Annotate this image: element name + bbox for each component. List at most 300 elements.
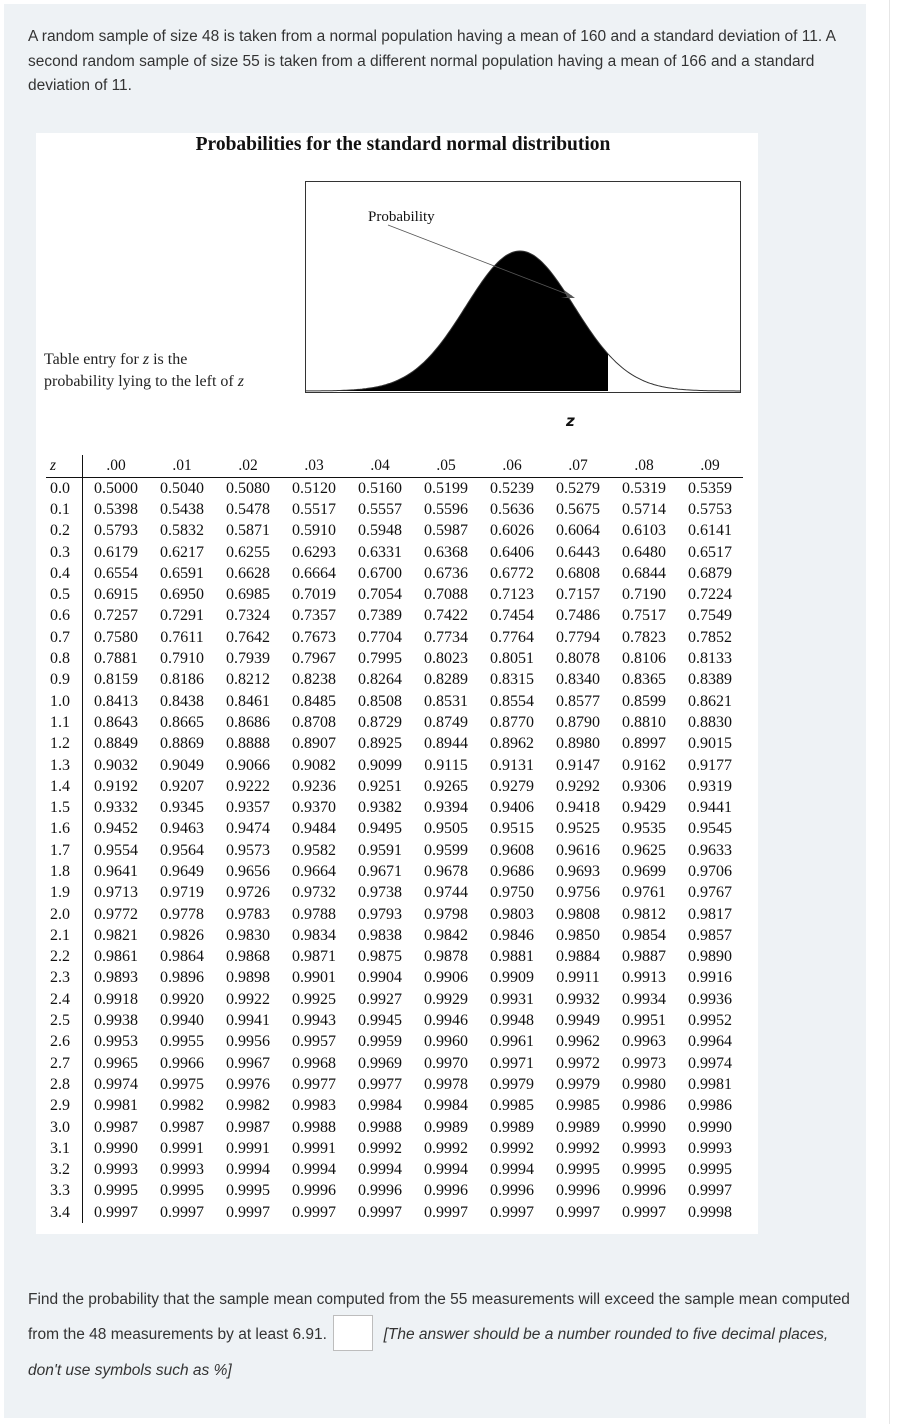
z-value-cell: 0.3	[46, 542, 83, 563]
probability-cell: 0.9987	[226, 1118, 270, 1136]
probability-cell: 0.9925	[292, 990, 336, 1008]
probability-cell: 0.6331	[358, 543, 402, 561]
probability-cell: 0.9948	[490, 1012, 534, 1030]
probability-cell: 0.9192	[94, 777, 138, 795]
probability-cell: 0.9963	[622, 1033, 666, 1051]
table-row	[46, 521, 743, 542]
probability-cell: 0.9993	[688, 1139, 732, 1157]
probability-cell: 0.9966	[160, 1054, 204, 1072]
z-value-cell: 1.9	[46, 883, 83, 904]
probability-cell: 0.9830	[226, 926, 270, 944]
probability-cell: 0.5517	[292, 500, 336, 518]
probability-cell: 0.9934	[622, 990, 666, 1008]
probability-cell: 0.9564	[160, 841, 204, 859]
probability-cell: 0.9994	[358, 1161, 402, 1179]
probability-cell: 0.9778	[160, 905, 204, 923]
probability-cell: 0.5000	[94, 479, 138, 497]
probability-cell: 0.9990	[622, 1118, 666, 1136]
probability-cell: 0.9898	[226, 969, 270, 987]
table-row	[46, 542, 743, 563]
table-row	[46, 819, 743, 840]
probability-cell: 0.9756	[556, 884, 600, 902]
probability-cell: 0.7291	[160, 607, 204, 625]
probability-cell: 0.9162	[622, 756, 666, 774]
probability-cell: 0.9429	[622, 799, 666, 817]
z-value-cell: 0.8	[46, 648, 83, 669]
probability-cell: 0.9991	[292, 1139, 336, 1157]
probability-cell: 0.9279	[490, 777, 534, 795]
probability-cell: 0.9222	[226, 777, 270, 795]
table-row	[46, 925, 743, 946]
probability-cell: 0.9979	[556, 1075, 600, 1093]
probability-cell: 0.9970	[424, 1054, 468, 1072]
table-row	[46, 1074, 743, 1095]
probability-cell: 0.9292	[556, 777, 600, 795]
probability-cell: 0.9938	[94, 1012, 138, 1030]
probability-cell: 0.9997	[424, 1203, 468, 1221]
probability-cell: 0.6480	[622, 543, 666, 561]
probability-cell: 0.9998	[688, 1203, 732, 1221]
probability-cell: 0.9997	[688, 1182, 732, 1200]
probability-cell: 0.8461	[226, 692, 270, 710]
probability-cell: 0.9817	[688, 905, 732, 923]
probability-cell: 0.9989	[490, 1118, 534, 1136]
probability-cell: 0.9918	[94, 990, 138, 1008]
probability-cell: 0.9990	[94, 1139, 138, 1157]
probability-cell: 0.9974	[688, 1054, 732, 1072]
table-row	[46, 1010, 743, 1031]
probability-cell: 0.9901	[292, 969, 336, 987]
probability-cell: 0.9896	[160, 969, 204, 987]
probability-cell: 0.8749	[424, 713, 468, 731]
table-row	[46, 840, 743, 861]
probability-cell: 0.8106	[622, 650, 666, 668]
table-row	[46, 563, 743, 584]
probability-cell: 0.9884	[556, 948, 600, 966]
probability-cell: 0.9909	[490, 969, 534, 987]
probability-cell: 0.9535	[622, 820, 666, 838]
probability-cell: 0.5279	[556, 479, 600, 497]
probability-cell: 0.9474	[226, 820, 270, 838]
probability-cell: 0.9463	[160, 820, 204, 838]
probability-cell: 0.9992	[490, 1139, 534, 1157]
probability-cell: 0.9793	[358, 905, 402, 923]
probability-cell: 0.9608	[490, 841, 534, 859]
column-header: .09	[677, 455, 743, 478]
probability-cell: 0.9976	[226, 1075, 270, 1093]
probability-cell: 0.6217	[160, 543, 204, 561]
table-row	[46, 1138, 743, 1159]
probability-cell: 0.9656	[226, 862, 270, 880]
probability-cell: 0.5199	[424, 479, 468, 497]
probability-cell: 0.9983	[292, 1097, 336, 1115]
z-value-cell: 0.9	[46, 670, 83, 691]
table-row	[46, 861, 743, 882]
probability-cell: 0.8962	[490, 735, 534, 753]
probability-cell: 0.6772	[490, 564, 534, 582]
column-header: .05	[413, 455, 479, 478]
probability-cell: 0.9993	[160, 1161, 204, 1179]
table-row	[46, 947, 743, 968]
probability-cell: 0.7019	[292, 586, 336, 604]
probability-cell: 0.5910	[292, 522, 336, 540]
probability-cell: 0.5636	[490, 500, 534, 518]
table-body	[46, 478, 743, 1224]
probability-cell: 0.9452	[94, 820, 138, 838]
z-value-cell: 0.1	[46, 499, 83, 520]
probability-cell: 0.9922	[226, 990, 270, 1008]
probability-cell: 0.9945	[358, 1012, 402, 1030]
probability-cell: 0.7611	[160, 628, 204, 646]
probability-cell: 0.8438	[160, 692, 204, 710]
probability-cell: 0.6406	[490, 543, 534, 561]
probability-cell: 0.9995	[226, 1182, 270, 1200]
probability-cell: 0.9177	[688, 756, 732, 774]
z-value-cell: 0.4	[46, 563, 83, 584]
z-value-cell: 0.6	[46, 606, 83, 627]
probability-cell: 0.7910	[160, 650, 204, 668]
probability-cell: 0.7486	[556, 607, 600, 625]
z-value-cell: 3.1	[46, 1138, 83, 1159]
probability-cell: 0.7190	[622, 586, 666, 604]
probability-cell: 0.9987	[160, 1118, 204, 1136]
probability-cell: 0.8133	[688, 650, 732, 668]
probability-cell: 0.6664	[292, 564, 336, 582]
probability-cell: 0.9994	[226, 1161, 270, 1179]
probability-cell: 0.9713	[94, 884, 138, 902]
probability-cell: 0.9484	[292, 820, 336, 838]
probability-cell: 0.8944	[424, 735, 468, 753]
probability-cell: 0.5714	[622, 500, 666, 518]
probability-cell: 0.9952	[688, 1012, 732, 1030]
probability-cell: 0.7881	[94, 650, 138, 668]
probability-cell: 0.7939	[226, 650, 270, 668]
probability-cell: 0.9066	[226, 756, 270, 774]
z-value-cell: 3.2	[46, 1160, 83, 1181]
column-header: .04	[347, 455, 413, 478]
probability-cell: 0.9962	[556, 1033, 600, 1051]
z-value-cell: 1.0	[46, 691, 83, 712]
table-row	[46, 883, 743, 904]
probability-cell: 0.9864	[160, 948, 204, 966]
probability-cell: 0.8577	[556, 692, 600, 710]
probability-cell: 0.8686	[226, 713, 270, 731]
probability-cell: 0.6026	[490, 522, 534, 540]
table-row	[46, 797, 743, 818]
probability-cell: 0.9994	[424, 1161, 468, 1179]
probability-cell: 0.9979	[490, 1075, 534, 1093]
figure-caption: Table entry for z is the probability lying to the left of z	[44, 351, 244, 390]
probability-cell: 0.9997	[226, 1203, 270, 1221]
probability-cell: 0.7580	[94, 628, 138, 646]
z-value-cell: 1.4	[46, 776, 83, 797]
probability-cell: 0.5557	[358, 500, 402, 518]
probability-cell: 0.8485	[292, 692, 336, 710]
probability-cell: 0.6844	[622, 564, 666, 582]
probability-cell: 0.8643	[94, 713, 138, 731]
probability-cell: 0.9812	[622, 905, 666, 923]
probability-cell: 0.9573	[226, 841, 270, 859]
question-text: Find the probability that the sample mean computed from the 55 measurements will exceed the sample mean computed from the 48 measurements by at least 6.91.	[28, 1291, 850, 1344]
probability-cell: 0.9929	[424, 990, 468, 1008]
probability-cell: 0.9887	[622, 948, 666, 966]
probability-cell: 0.7357	[292, 607, 336, 625]
probability-cell: 0.9969	[358, 1054, 402, 1072]
probability-cell: 0.9984	[424, 1097, 468, 1115]
probability-cell: 0.9996	[490, 1182, 534, 1200]
probability-cell: 0.9981	[94, 1097, 138, 1115]
probability-cell: 0.9671	[358, 862, 402, 880]
probability-cell: 0.6293	[292, 543, 336, 561]
probability-cell: 0.9992	[424, 1139, 468, 1157]
probability-cell: 0.9599	[424, 841, 468, 859]
probability-cell: 0.9992	[358, 1139, 402, 1157]
probability-cell: 0.9964	[688, 1033, 732, 1051]
probability-cell: 0.9996	[556, 1182, 600, 1200]
probability-cell: 0.9977	[292, 1075, 336, 1093]
probability-cell: 0.8315	[490, 671, 534, 689]
figure-title: Probabilities for the standard normal distribution	[195, 134, 611, 155]
probability-cell: 0.9972	[556, 1054, 600, 1072]
column-header: .01	[149, 455, 215, 478]
probability-cell: 0.9985	[556, 1097, 600, 1115]
probability-cell: 0.9861	[94, 948, 138, 966]
probability-cell: 0.9854	[622, 926, 666, 944]
probability-cell: 0.8238	[292, 671, 336, 689]
question-prompt	[28, 1282, 858, 1388]
table-row	[46, 755, 743, 776]
z-value-cell: 2.6	[46, 1032, 83, 1053]
z-value-cell: 3.0	[46, 1117, 83, 1138]
probability-cell: 0.9993	[622, 1139, 666, 1157]
probability-cell: 0.6554	[94, 564, 138, 582]
probability-cell: 0.9995	[160, 1182, 204, 1200]
probability-cell: 0.5398	[94, 500, 138, 518]
z-value-cell: 2.1	[46, 925, 83, 946]
table-row	[46, 734, 743, 755]
probability-cell: 0.7734	[424, 628, 468, 646]
probability-cell: 0.9878	[424, 948, 468, 966]
probability-cell: 0.9761	[622, 884, 666, 902]
probability-cell: 0.5438	[160, 500, 204, 518]
probability-cell: 0.8212	[226, 671, 270, 689]
normal-curve-diagram	[305, 181, 741, 393]
probability-cell: 0.9115	[424, 756, 468, 774]
probability-cell: 0.9798	[424, 905, 468, 923]
probability-cell: 0.9049	[160, 756, 204, 774]
probability-cell: 0.8051	[490, 650, 534, 668]
probability-cell: 0.9591	[358, 841, 402, 859]
probability-cell: 0.9306	[622, 777, 666, 795]
probability-cell: 0.9916	[688, 969, 732, 987]
probability-cell: 0.7088	[424, 586, 468, 604]
probability-cell: 0.8621	[688, 692, 732, 710]
probability-cell: 0.6064	[556, 522, 600, 540]
probability-cell: 0.9767	[688, 884, 732, 902]
z-value-cell: 3.3	[46, 1181, 83, 1202]
probability-cell: 0.9726	[226, 884, 270, 902]
probability-cell: 0.9953	[94, 1033, 138, 1051]
probability-cell: 0.9987	[94, 1118, 138, 1136]
probability-cell: 0.8078	[556, 650, 600, 668]
probability-cell: 0.9988	[358, 1118, 402, 1136]
probability-cell: 0.9370	[292, 799, 336, 817]
probability-cell: 0.9996	[292, 1182, 336, 1200]
probability-cell: 0.9989	[556, 1118, 600, 1136]
probability-cell: 0.9996	[424, 1182, 468, 1200]
probability-cell: 0.8790	[556, 713, 600, 731]
probability-cell: 0.7794	[556, 628, 600, 646]
probability-cell: 0.7257	[94, 607, 138, 625]
probability-cell: 0.9693	[556, 862, 600, 880]
probability-cell: 0.7517	[622, 607, 666, 625]
probability-cell: 0.8997	[622, 735, 666, 753]
probability-cell: 0.9996	[358, 1182, 402, 1200]
table-row	[46, 1096, 743, 1117]
probability-cell: 0.7823	[622, 628, 666, 646]
probability-cell: 0.9988	[292, 1118, 336, 1136]
probability-cell: 0.9783	[226, 905, 270, 923]
probability-cell: 0.9993	[94, 1161, 138, 1179]
probability-cell: 0.9955	[160, 1033, 204, 1051]
table-row	[46, 627, 743, 648]
probability-cell: 0.9032	[94, 756, 138, 774]
table-row	[46, 904, 743, 925]
probability-cell: 0.9951	[622, 1012, 666, 1030]
probability-cell: 0.7549	[688, 607, 732, 625]
page-divider	[889, 0, 890, 1424]
probability-cell: 0.9980	[622, 1075, 666, 1093]
probability-cell: 0.9505	[424, 820, 468, 838]
probability-cell: 0.7123	[490, 586, 534, 604]
probability-cell: 0.8413	[94, 692, 138, 710]
probability-cell: 0.9750	[490, 884, 534, 902]
probability-cell: 0.9099	[358, 756, 402, 774]
z-value-cell: 1.3	[46, 755, 83, 776]
probability-cell: 0.9960	[424, 1033, 468, 1051]
table-header-row	[46, 455, 743, 478]
table-row	[46, 499, 743, 520]
probability-cell: 0.9319	[688, 777, 732, 795]
probability-cell: 0.8264	[358, 671, 402, 689]
probability-cell: 0.9857	[688, 926, 732, 944]
probability-cell: 0.5040	[160, 479, 204, 497]
probability-cell: 0.6700	[358, 564, 402, 582]
probability-cell: 0.9986	[688, 1097, 732, 1115]
probability-cell: 0.9995	[94, 1182, 138, 1200]
probability-cell: 0.9932	[556, 990, 600, 1008]
probability-cell: 0.9649	[160, 862, 204, 880]
probability-cell: 0.5478	[226, 500, 270, 518]
probability-cell: 0.9664	[292, 862, 336, 880]
table-row	[46, 1181, 743, 1202]
probability-cell: 0.9956	[226, 1033, 270, 1051]
probability-cell: 0.8925	[358, 735, 402, 753]
probability-cell: 0.8729	[358, 713, 402, 731]
probability-cell: 0.8389	[688, 671, 732, 689]
z-value-cell: 1.1	[46, 712, 83, 733]
z-value-cell: 0.0	[46, 478, 83, 500]
probability-cell: 0.9997	[622, 1203, 666, 1221]
probability-cell: 0.7224	[688, 586, 732, 604]
probability-cell: 0.9967	[226, 1054, 270, 1072]
probability-cell: 0.9965	[94, 1054, 138, 1072]
answer-input[interactable]	[333, 1315, 373, 1351]
table-row	[46, 648, 743, 669]
probability-cell: 0.9994	[292, 1161, 336, 1179]
probability-cell: 0.9890	[688, 948, 732, 966]
probability-cell: 0.9997	[94, 1203, 138, 1221]
probability-cell: 0.8770	[490, 713, 534, 731]
column-header: .08	[611, 455, 677, 478]
probability-cell: 0.8554	[490, 692, 534, 710]
probability-cell: 0.5948	[358, 522, 402, 540]
probability-cell: 0.9147	[556, 756, 600, 774]
probability-cell: 0.9842	[424, 926, 468, 944]
probability-cell: 0.9625	[622, 841, 666, 859]
probability-cell: 0.9985	[490, 1097, 534, 1115]
probability-cell: 0.7389	[358, 607, 402, 625]
probability-cell: 0.9706	[688, 862, 732, 880]
probability-cell: 0.9699	[622, 862, 666, 880]
probability-cell: 0.9788	[292, 905, 336, 923]
z-value-cell: 2.9	[46, 1096, 83, 1117]
probability-cell: 0.6517	[688, 543, 732, 561]
probability-cell: 0.9986	[622, 1097, 666, 1115]
probability-cell: 0.9015	[688, 735, 732, 753]
probability-cell: 0.9995	[556, 1161, 600, 1179]
probability-cell: 0.9545	[688, 820, 732, 838]
probability-cell: 0.9082	[292, 756, 336, 774]
probability-cell: 0.9977	[358, 1075, 402, 1093]
probability-cell: 0.7157	[556, 586, 600, 604]
probability-cell: 0.8023	[424, 650, 468, 668]
probability-cell: 0.8980	[556, 735, 600, 753]
probability-cell: 0.9974	[94, 1075, 138, 1093]
probability-cell: 0.7995	[358, 650, 402, 668]
probability-cell: 0.9686	[490, 862, 534, 880]
probability-cell: 0.7422	[424, 607, 468, 625]
probability-cell: 0.9616	[556, 841, 600, 859]
z-value-cell: 2.5	[46, 1010, 83, 1031]
probability-cell: 0.9525	[556, 820, 600, 838]
probability-cell: 0.9871	[292, 948, 336, 966]
probability-cell: 0.9949	[556, 1012, 600, 1030]
probability-cell: 0.9984	[358, 1097, 402, 1115]
probability-cell: 0.9989	[424, 1118, 468, 1136]
probability-cell: 0.7054	[358, 586, 402, 604]
z-value-cell: 2.4	[46, 989, 83, 1010]
probability-cell: 0.6591	[160, 564, 204, 582]
probability-cell: 0.6141	[688, 522, 732, 540]
column-header: .03	[281, 455, 347, 478]
probability-cell: 0.9265	[424, 777, 468, 795]
probability-cell: 0.5832	[160, 522, 204, 540]
probability-cell: 0.6103	[622, 522, 666, 540]
probability-cell: 0.6179	[94, 543, 138, 561]
probability-cell: 0.9803	[490, 905, 534, 923]
probability-cell: 0.5319	[622, 479, 666, 497]
probability-cell: 0.9406	[490, 799, 534, 817]
probability-cell: 0.9850	[556, 926, 600, 944]
probability-cell: 0.9927	[358, 990, 402, 1008]
probability-cell: 0.7967	[292, 650, 336, 668]
probability-cell: 0.5120	[292, 479, 336, 497]
probability-cell: 0.9236	[292, 777, 336, 795]
probability-cell: 0.9808	[556, 905, 600, 923]
probability-cell: 0.9991	[160, 1139, 204, 1157]
table-row	[46, 1053, 743, 1074]
